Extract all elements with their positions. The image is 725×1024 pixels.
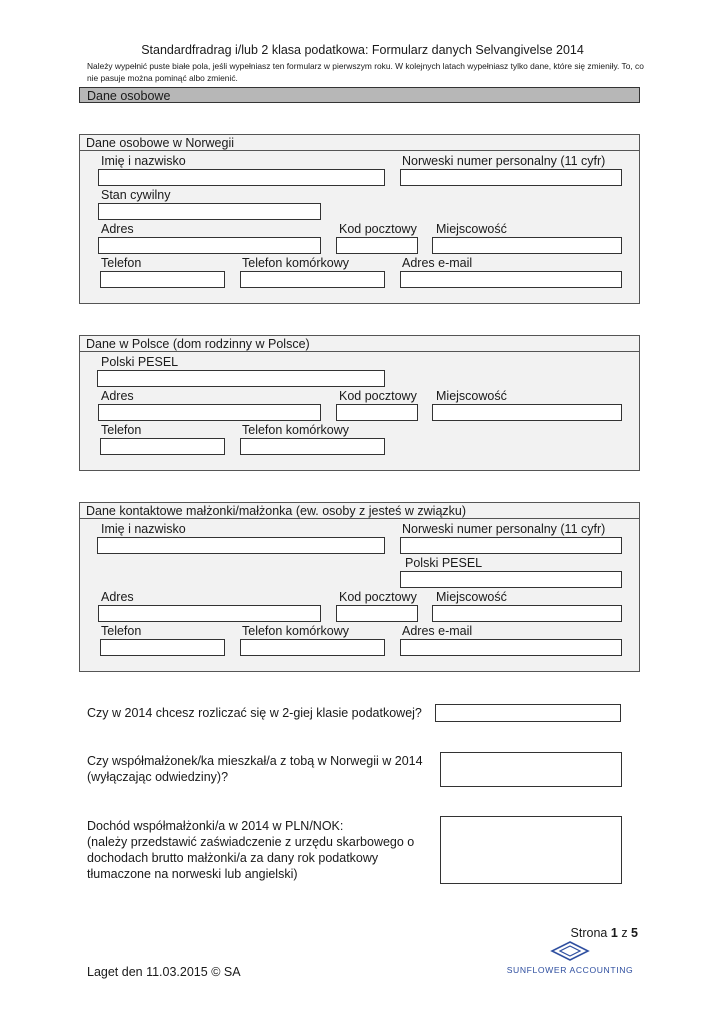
name-label: Imię i nazwisko: [101, 522, 186, 536]
question-spouse-lived-in-norway: [87, 753, 423, 785]
email-label: Adres e-mail: [402, 256, 473, 270]
personal-number-input[interactable]: [400, 537, 622, 554]
section-header-personal-data: Dane osobowe: [79, 87, 640, 103]
personal-number-label: Norweski numer personalny (11 cyfr): [402, 522, 606, 536]
second-tax-class-answer[interactable]: [435, 704, 621, 722]
phone-input[interactable]: [100, 639, 225, 656]
question-line: Czy współmałżonek/ka mieszkał/a z tobą w Norwegii w 2014: [87, 754, 423, 768]
mobile-input[interactable]: [240, 271, 385, 288]
question-second-tax-class: Czy w 2014 chcesz rozliczać się w 2-giej klasie podatkowej?: [87, 706, 422, 720]
name-input[interactable]: [98, 169, 385, 186]
page-prefix: Strona: [570, 926, 608, 940]
question-line: Dochód współmałżonki/a w 2014 w PLN/NOK:: [87, 819, 344, 833]
address-input[interactable]: [98, 404, 321, 421]
footer-created-date: Laget den 11.03.2015 © SA: [87, 965, 241, 979]
email-input[interactable]: [400, 271, 622, 288]
question-spouse-income: [87, 818, 414, 882]
question-line: (wyłączając odwiedziny)?: [87, 770, 229, 784]
panel-heading: Dane kontaktowe małżonki/małżonka (ew. osoby z jesteś w związku): [80, 503, 639, 519]
phone-input[interactable]: [100, 438, 225, 455]
question-line: tłumaczone na norweski lub angielski): [87, 867, 298, 881]
postal-code-input[interactable]: [336, 404, 418, 421]
sunflower-accounting-logo: [500, 940, 640, 975]
panel-norway-personal-data: [79, 134, 640, 304]
name-label: Imię i nazwisko: [101, 154, 186, 168]
page-total: 5: [631, 926, 638, 940]
name-input[interactable]: [97, 537, 385, 554]
phone-label: Telefon: [101, 624, 142, 638]
question-line: (należy przedstawić zaświadczenie z urzędu skarbowego o: [87, 835, 415, 849]
civil-status-label: Stan cywilny: [101, 188, 171, 202]
mobile-label: Telefon komórkowy: [242, 624, 349, 638]
mobile-label: Telefon komórkowy: [242, 423, 349, 437]
address-input[interactable]: [98, 605, 321, 622]
spouse-income-answer[interactable]: [440, 816, 622, 884]
city-input[interactable]: [432, 237, 622, 254]
address-label: Adres: [101, 590, 134, 604]
personal-number-input[interactable]: [400, 169, 622, 186]
city-input[interactable]: [432, 605, 622, 622]
personal-number-label: Norweski numer personalny (11 cyfr): [402, 154, 606, 168]
panel-poland-data: [79, 335, 640, 471]
postal-code-input[interactable]: [336, 237, 418, 254]
phone-label: Telefon: [101, 423, 142, 437]
email-label: Adres e-mail: [402, 624, 473, 638]
panel-spouse-contact-data: [79, 502, 640, 672]
postal-code-input[interactable]: [336, 605, 418, 622]
city-label: Miejscowość: [436, 389, 507, 403]
form-instructions: Należy wypełnić puste białe pola, jeśli wypełniasz ten formularz w pierwszym roku. W kolejnych latach wypełniasz tylko dane, które się zmieniły. To, co nie pasuje można pominąć albo zmienić.: [87, 61, 644, 83]
pesel-input[interactable]: [400, 571, 622, 588]
page-separator: z: [621, 926, 628, 940]
page-current: 1: [610, 926, 618, 940]
mobile-input[interactable]: [240, 438, 385, 455]
question-line: dochodach brutto małżonki/a za dany rok podatkowy: [87, 851, 379, 865]
civil-status-input[interactable]: [98, 203, 321, 220]
postal-code-label: Kod pocztowy: [339, 590, 417, 604]
mobile-label: Telefon komórkowy: [242, 256, 349, 270]
page-number: [571, 926, 638, 940]
postal-code-label: Kod pocztowy: [339, 389, 417, 403]
postal-code-label: Kod pocztowy: [339, 222, 417, 236]
pesel-input[interactable]: [97, 370, 385, 387]
pesel-label: Polski PESEL: [405, 556, 483, 570]
pesel-label: Polski PESEL: [101, 355, 179, 369]
mobile-input[interactable]: [240, 639, 385, 656]
phone-label: Telefon: [101, 256, 142, 270]
panel-heading: Dane osobowe w Norwegii: [80, 135, 639, 151]
spouse-lived-in-norway-answer[interactable]: [440, 752, 622, 787]
address-label: Adres: [101, 222, 134, 236]
address-input[interactable]: [98, 237, 321, 254]
address-label: Adres: [101, 389, 134, 403]
city-input[interactable]: [432, 404, 622, 421]
diamond-logo-icon: [500, 940, 640, 962]
panel-heading: Dane w Polsce (dom rodzinny w Polsce): [80, 336, 639, 352]
city-label: Miejscowość: [436, 222, 507, 236]
logo-text: SUNFLOWER ACCOUNTING: [506, 965, 634, 975]
phone-input[interactable]: [100, 271, 225, 288]
city-label: Miejscowość: [436, 590, 507, 604]
form-title: Standardfradrag i/lub 2 klasa podatkowa: Formularz danych Selvangivelse 2014: [141, 43, 584, 57]
email-input[interactable]: [400, 639, 622, 656]
